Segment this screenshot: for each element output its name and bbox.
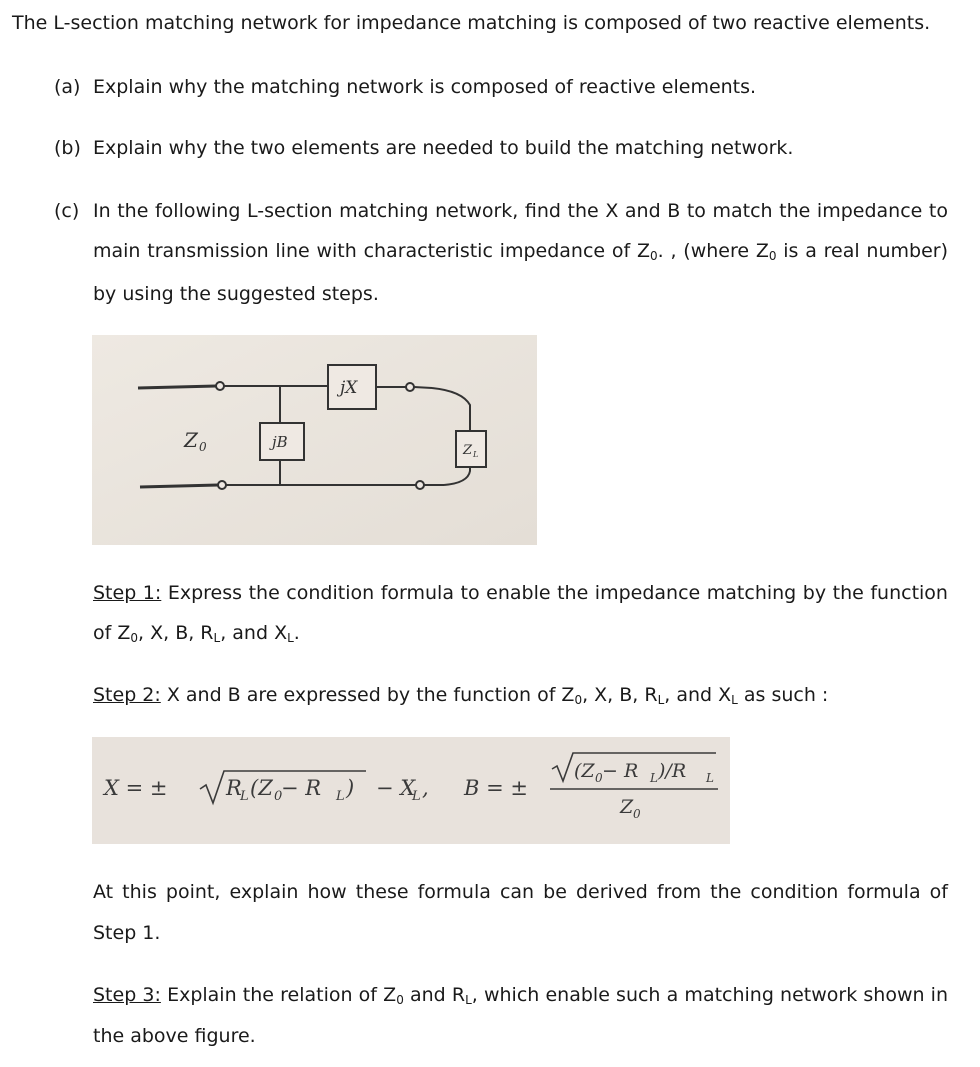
step2-label: Step 2: <box>93 684 161 706</box>
formula-b-num-b: − R <box>602 760 639 782</box>
z0-label: Z <box>184 428 198 452</box>
step3-label: Step 3: <box>93 984 161 1006</box>
part-c-label: (c) <box>54 200 80 222</box>
terminal-bottom-left <box>218 481 226 489</box>
jx-label: jX <box>340 378 358 398</box>
step1-label: Step 1: <box>93 582 162 604</box>
part-c-line1: In the following L-section matching network, find the X and B to match the impedance to <box>93 200 948 222</box>
formula-b-num-sub0: 0 <box>595 771 603 785</box>
formula-x-rad-mid: (Z <box>250 776 273 800</box>
formula-b-den: Z <box>620 796 634 818</box>
circuit-diagram <box>92 335 537 545</box>
intro-text: The L-section matching network for impedance matching is composed of two reactive elements. <box>12 12 931 34</box>
part-a-text: Explain why the matching network is composed of reactive elements. <box>93 76 757 98</box>
formula-x-rad-sub: L <box>240 789 249 804</box>
top-wire-left <box>138 386 216 388</box>
formula-x-tail: − X <box>376 776 416 800</box>
formula-b-lhs: B = ± <box>464 776 528 800</box>
terminal-top-left <box>216 382 224 390</box>
formula-x-rad-close: ) <box>346 776 355 800</box>
bottom-wire-left <box>140 485 218 487</box>
part-c-line2: main transmission line with characteristic impedance of $Z_0$. , (where $Z_0$ is a real number) <box>93 240 948 263</box>
formula-x-tail-sub: L <box>412 789 421 804</box>
formula-b-num-subl2: L <box>706 771 714 785</box>
part-b-text: Explain why the two elements are needed to build the matching network. <box>93 137 794 159</box>
part-c-line3: by using the suggested steps. <box>93 283 379 305</box>
explain-line2: Step 1. <box>93 922 161 944</box>
zl-label: Z <box>463 443 473 458</box>
step3-line1: Step 3: Explain the relation of $Z_0$ and $R_L$, which enable such a matching network shown in <box>93 984 949 1007</box>
part-a-label: (a) <box>54 76 81 98</box>
terminal-top-right <box>406 383 414 391</box>
formula-x-rad-r: R <box>226 776 242 800</box>
step2-line: Step 2: X and B are expressed by the function of $Z_0$, X, B, $R_L$, and $X_L$ as such : <box>93 684 829 707</box>
formula-x-lhs: X = ± <box>104 776 168 800</box>
step3-line2: the above figure. <box>93 1025 256 1047</box>
explain-line1: At this point, explain how these formula can be derived from the condition formula of <box>93 881 948 903</box>
formula-x-rad-sub0: 0 <box>274 789 283 804</box>
formula-b-num-c: )/R <box>658 760 687 782</box>
circuit-figure <box>92 335 537 545</box>
step1-line2: of $Z_0$, X, B, $R_L$, and $X_L$. <box>93 622 300 645</box>
zl-subscript: L <box>473 450 479 459</box>
formula-x-rad-subl: L <box>336 789 345 804</box>
step1-line1: Step 1: Express the condition formula to enable the impedance matching by the function <box>93 582 948 604</box>
jb-label: jB <box>272 433 288 451</box>
formula-b-num-a: (Z <box>574 760 595 782</box>
formula-x-rad-minus: − R <box>281 776 322 800</box>
part-b-label: (b) <box>54 137 81 159</box>
formula-figure <box>92 737 730 844</box>
terminal-bottom-right <box>416 481 424 489</box>
z0-subscript: 0 <box>199 440 207 454</box>
formula-b-num-subl: L <box>650 771 658 785</box>
formula-image <box>92 737 730 844</box>
formula-sep: , <box>422 776 429 800</box>
formula-b-den-sub: 0 <box>633 807 641 821</box>
